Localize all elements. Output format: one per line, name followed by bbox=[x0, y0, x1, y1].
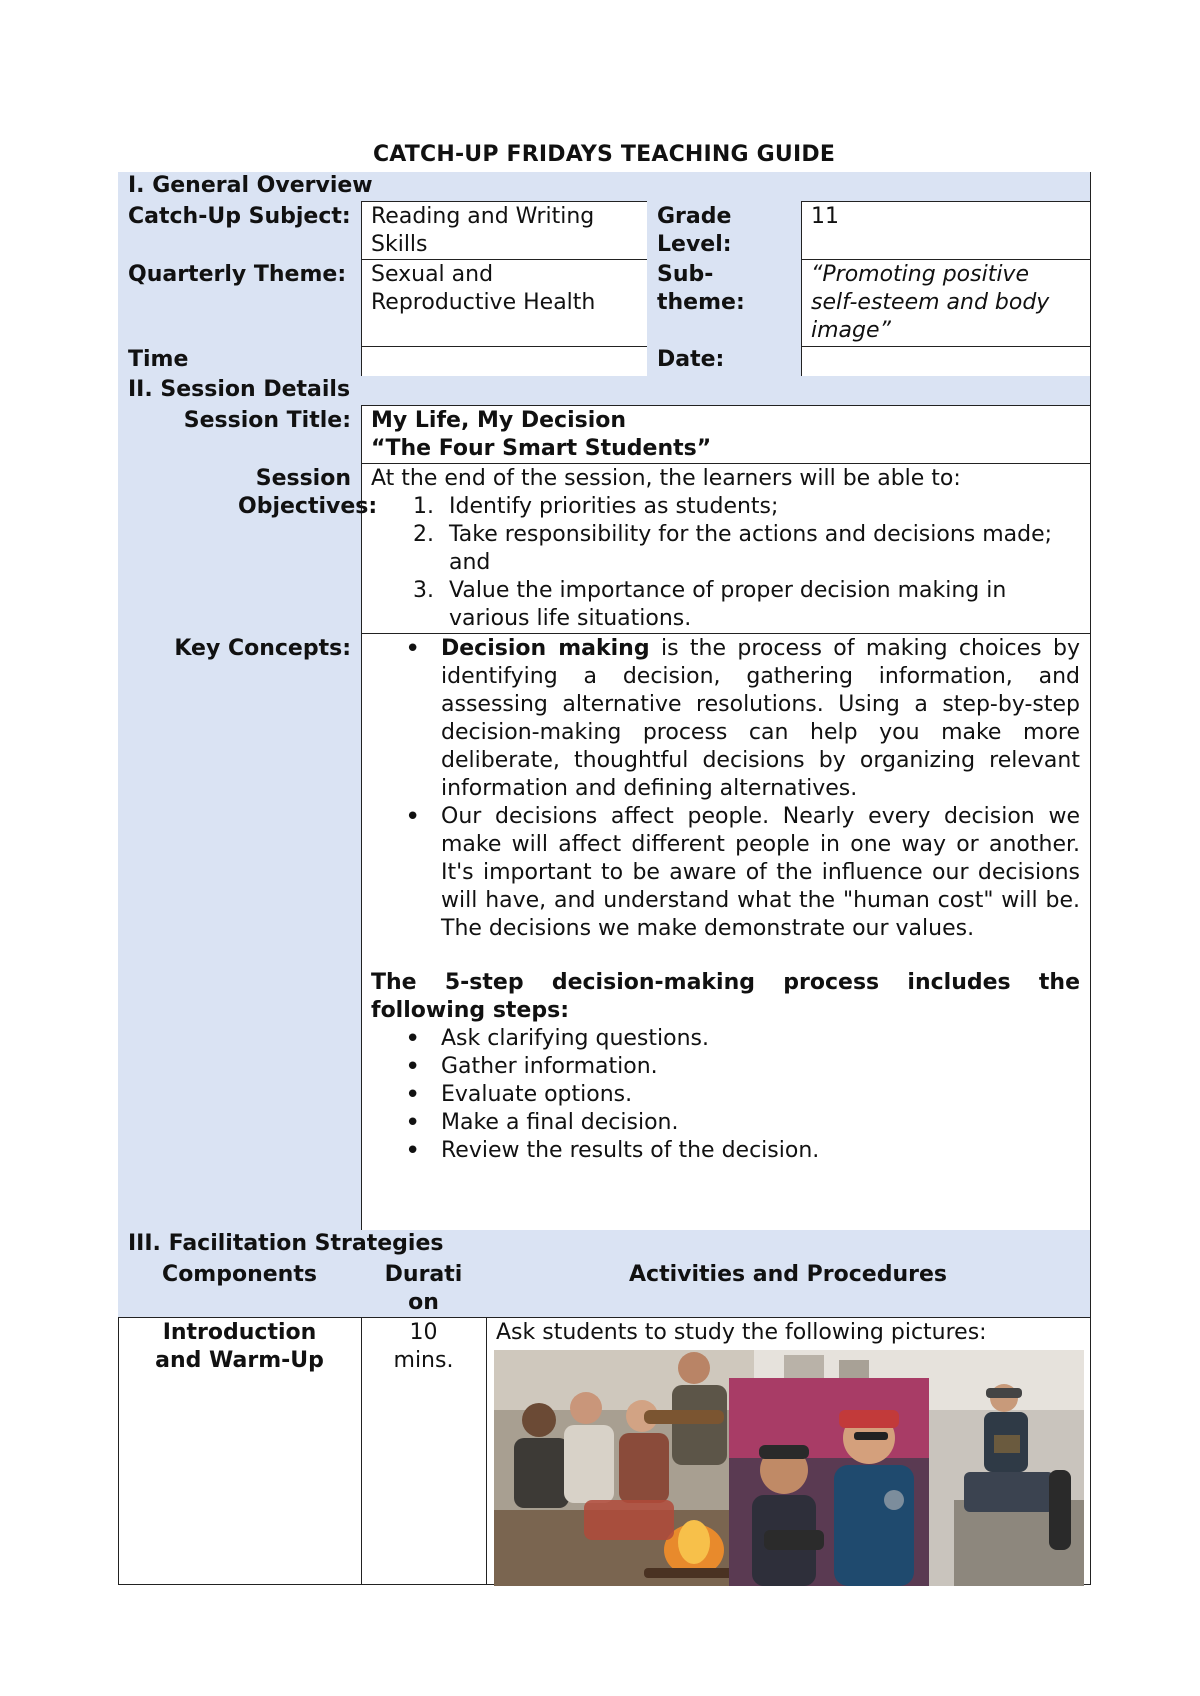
objective-item: 3. Value the importance of proper decision making in various life situations. bbox=[441, 577, 1080, 633]
col-components: Components bbox=[118, 1259, 362, 1318]
objective-item: 2. Take responsibility for the actions and decisions made; and bbox=[441, 521, 1080, 577]
concept-definition: is the process of making choices by identifying a decision, gathering information, and assessing alternative resolutions. Using a step-by-step decision-making process can help you make more deliberate, thoughtful decisions by organizing relevant information and defining alternatives. bbox=[441, 636, 1080, 801]
objectives-label: Session Objectives: bbox=[118, 463, 362, 634]
photo-collage-svg bbox=[494, 1350, 1084, 1586]
component-introduction: Introduction and Warm-Up bbox=[118, 1317, 362, 1585]
grade-label: Grade Level: bbox=[647, 201, 802, 260]
theme-label: Quarterly Theme: bbox=[118, 259, 362, 347]
date-label: Date: bbox=[647, 346, 802, 377]
grade-value: 11 bbox=[801, 201, 1091, 260]
concept-item: • Our decisions affect people. Nearly every decision we make will affect different people in one way or another. It's important to be aware of the influence our decisions will have, and understand what the "human cost" will be. The decisions we make demonstrate our values. bbox=[441, 803, 1080, 943]
concepts-list bbox=[371, 635, 1080, 943]
objectives-content bbox=[361, 463, 1091, 634]
concept-item bbox=[441, 635, 1080, 803]
steps-heading: The 5-step decision-making process includes the following steps: bbox=[371, 970, 1080, 1023]
activity-introduction: Ask students to study the following pictures: bbox=[486, 1317, 1091, 1585]
subtheme-value: “Promoting positive self-esteem and body image” bbox=[801, 259, 1091, 347]
subject-label: Catch-Up Subject: bbox=[118, 201, 362, 260]
step-item: • Gather information. bbox=[441, 1053, 1080, 1081]
concept-term: Decision making bbox=[441, 636, 650, 661]
session-title-value bbox=[361, 405, 1091, 464]
step-item: • Ask clarifying questions. bbox=[441, 1025, 1080, 1053]
session-title-line2: “The Four Smart Students” bbox=[371, 436, 712, 461]
key-concepts-label: Key Concepts: bbox=[118, 633, 362, 1231]
section-heading-facilitation: III. Facilitation Strategies bbox=[118, 1230, 1091, 1260]
subject-value: Reading and Writing Skills bbox=[361, 201, 648, 260]
objective-item: 1. Identify priorities as students; bbox=[441, 493, 1080, 521]
section-heading-general: I. General Overview bbox=[118, 172, 1091, 202]
time-label: Time bbox=[118, 346, 362, 377]
students-photo-collage bbox=[494, 1350, 1084, 1586]
session-title-line1: My Life, My Decision bbox=[371, 408, 627, 433]
date-value bbox=[801, 346, 1091, 377]
key-concepts-content bbox=[361, 633, 1091, 1231]
objectives-list bbox=[371, 493, 1080, 633]
section-heading-session: II. Session Details bbox=[118, 376, 1091, 406]
subtheme-label: Sub-theme: bbox=[647, 259, 802, 347]
col-duration: Durati on bbox=[361, 1259, 487, 1318]
session-title-label: Session Title: bbox=[118, 405, 362, 464]
duration-introduction: 10 mins. bbox=[361, 1317, 487, 1585]
step-item: • Review the results of the decision. bbox=[441, 1137, 1080, 1165]
page-title: CATCH-UP FRIDAYS TEACHING GUIDE bbox=[372, 142, 836, 167]
theme-value: Sexual and Reproductive Health bbox=[361, 259, 648, 347]
col-activities: Activities and Procedures bbox=[486, 1259, 1091, 1318]
step-item: • Evaluate options. bbox=[441, 1081, 1080, 1109]
step-item: • Make a final decision. bbox=[441, 1109, 1080, 1137]
steps-list bbox=[371, 1025, 1080, 1165]
time-value bbox=[361, 346, 648, 377]
objectives-intro: At the end of the session, the learners will be able to: bbox=[371, 466, 961, 491]
